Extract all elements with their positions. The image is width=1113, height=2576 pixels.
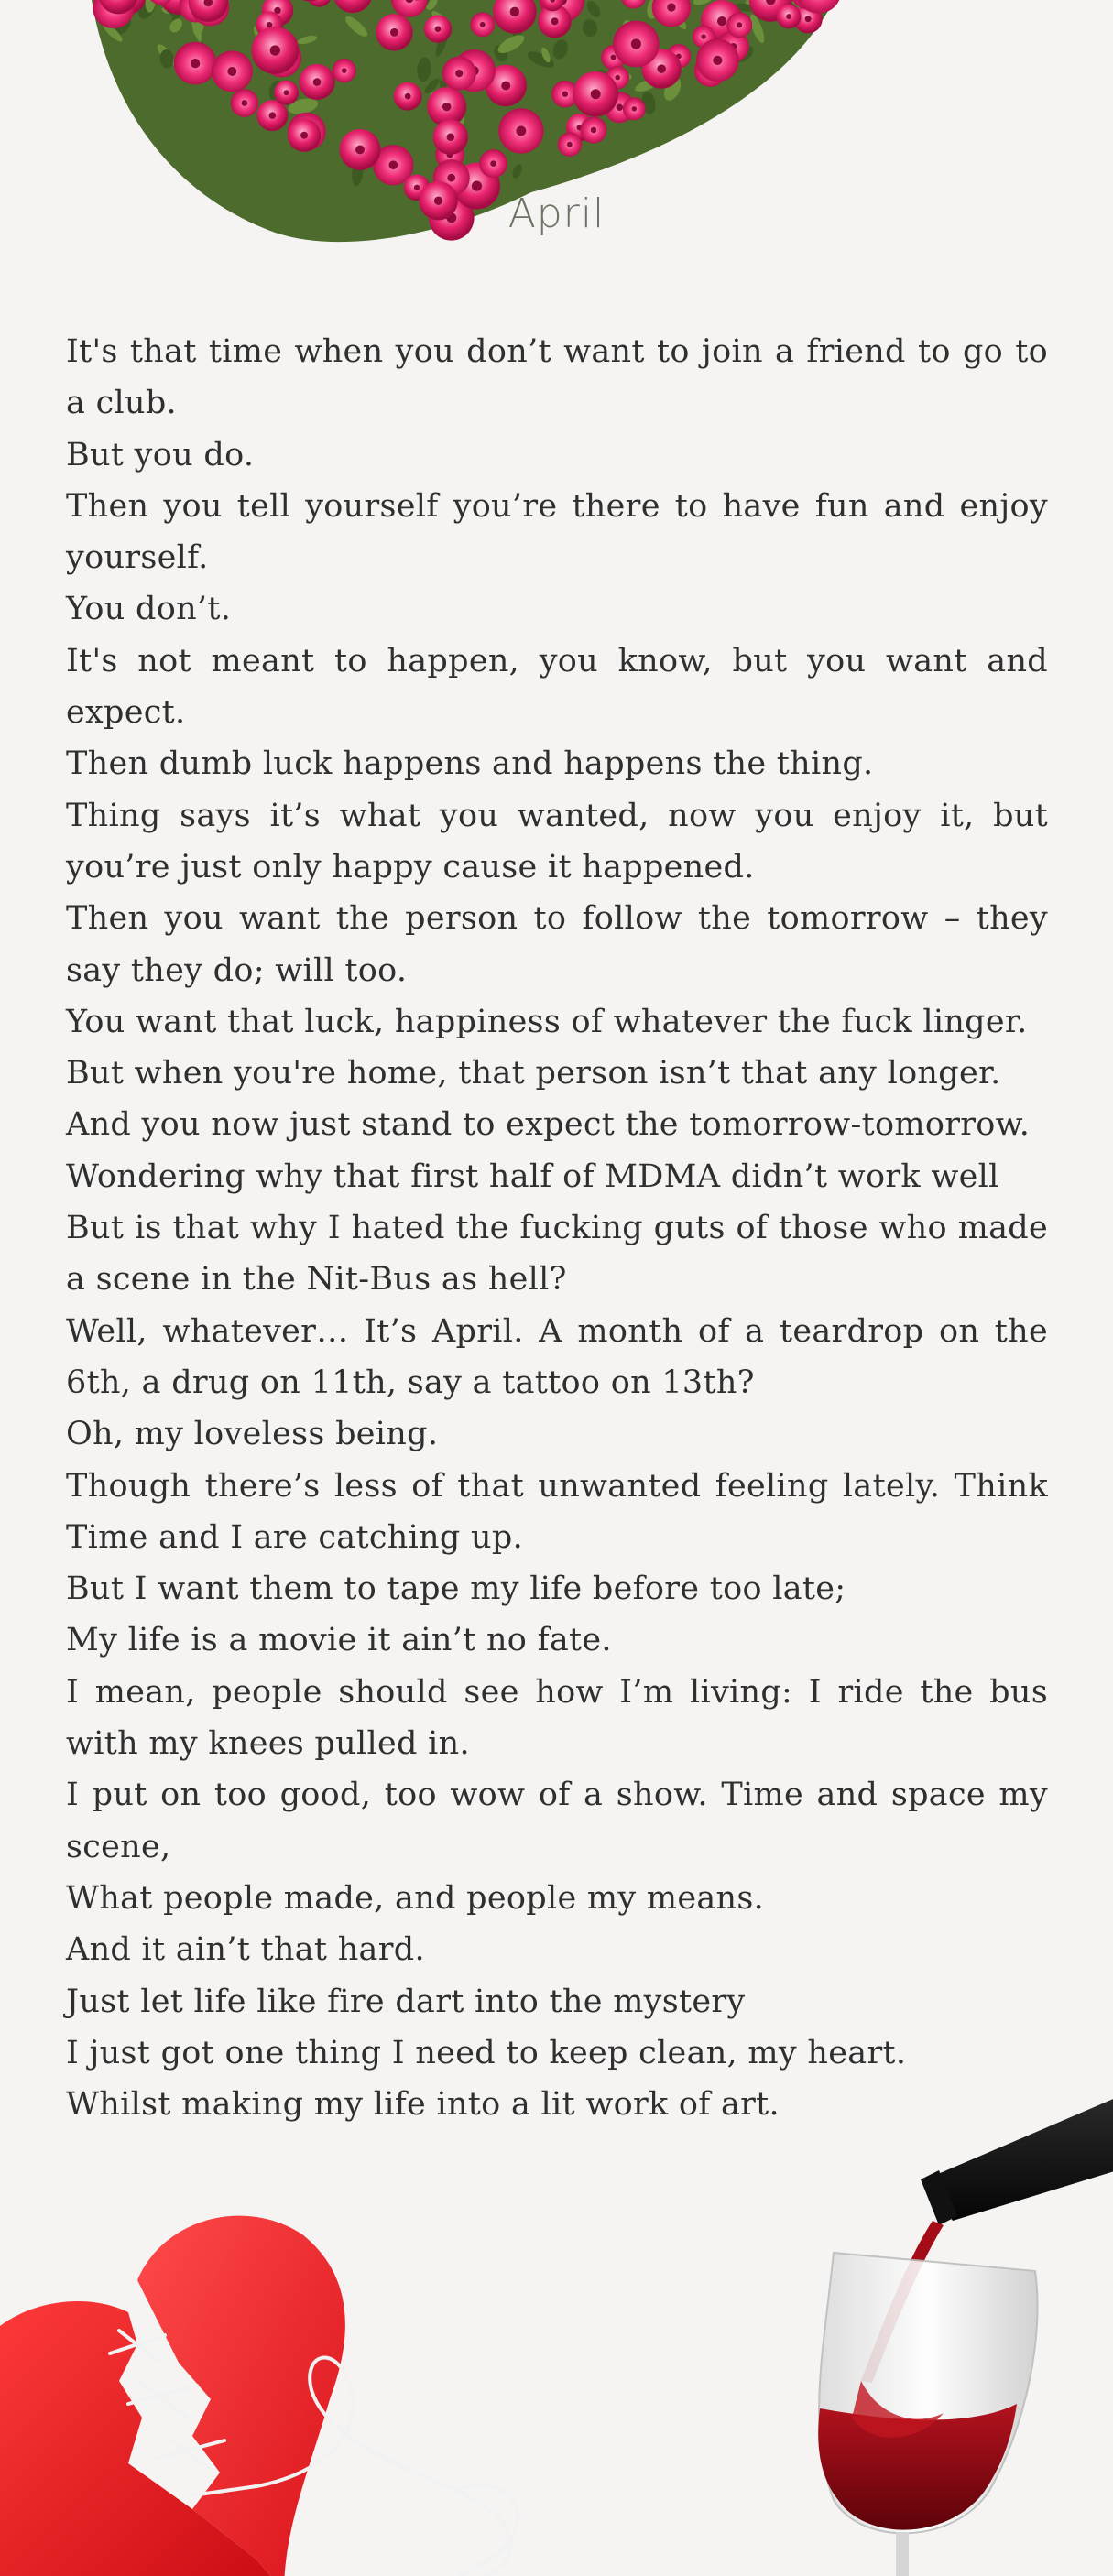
poem-line: It's that time when you don’t want to join a friend to go to a club. xyxy=(66,333,1048,422)
poem-line: I put on too good, too wow of a show. Time and space my scene, xyxy=(66,1777,1048,1865)
poem-line: My life is a movie it ain’t no fate. xyxy=(66,1622,612,1659)
poem-line: Though there’s less of that unwanted feeling lately. Think Time and I are catching up. xyxy=(66,1467,1048,1556)
poem-line: Then you want the person to follow the tomorrow – they say they do; will too. xyxy=(66,900,1048,989)
poem-body xyxy=(66,326,1048,2130)
poem-line: Oh, my loveless being. xyxy=(66,1416,439,1453)
poem-line: And you now just stand to expect the tomorrow-tomorrow. xyxy=(66,1106,1031,1144)
poem-line: But when you're home, that person isn’t that any longer. xyxy=(66,1055,1001,1092)
poem-line: I just got one thing I need to keep clean, my heart. xyxy=(66,2034,907,2071)
poem-line: Wondering why that first half of MDMA didn’t work well xyxy=(66,1158,999,1195)
poem-line: And it ain’t that hard. xyxy=(66,1931,425,1969)
poem-line: Thing says it’s what you wanted, now you enjoy it, but you’re just only happy cause it happened. xyxy=(66,797,1048,886)
page-title-text: April xyxy=(507,190,606,237)
poem-line: It's not meant to happen, you know, but you want and expect. xyxy=(66,642,1048,732)
poem-line: But I want them to tape my life before too late; xyxy=(66,1571,846,1608)
poem-line: Whilst making my life into a lit work of art. xyxy=(66,2086,780,2124)
poem-line: I mean, people should see how I’m living: I ride the bus with my knees pulled in. xyxy=(66,1673,1048,1763)
stitched-heart-image xyxy=(0,2198,550,2576)
poem-line: You want that luck, happiness of whatever the fuck linger. xyxy=(66,1003,1028,1040)
poem-line: But you do. xyxy=(66,436,255,473)
poem-line: What people made, and people my means. xyxy=(66,1879,765,1917)
poem-line: Just let life like fire dart into the mystery xyxy=(66,1983,746,2020)
poem-line: Then dumb luck happens and happens the thing. xyxy=(66,745,874,783)
poem-line: You don’t. xyxy=(66,591,232,628)
poem-line: But is that why I hated the fucking guts of those who made a scene in the Nit-Bus as hell? xyxy=(66,1210,1048,1299)
poem-line: Then you tell yourself you’re there to have fun and enjoy yourself. xyxy=(66,487,1048,577)
wine-glass-image xyxy=(751,2033,1113,2576)
poem-line: Well, whatever… It’s April. A month of a teardrop on the 6th, a drug on 11th, say a tattoo on 13th? xyxy=(66,1312,1048,1401)
page-title xyxy=(0,190,1113,237)
